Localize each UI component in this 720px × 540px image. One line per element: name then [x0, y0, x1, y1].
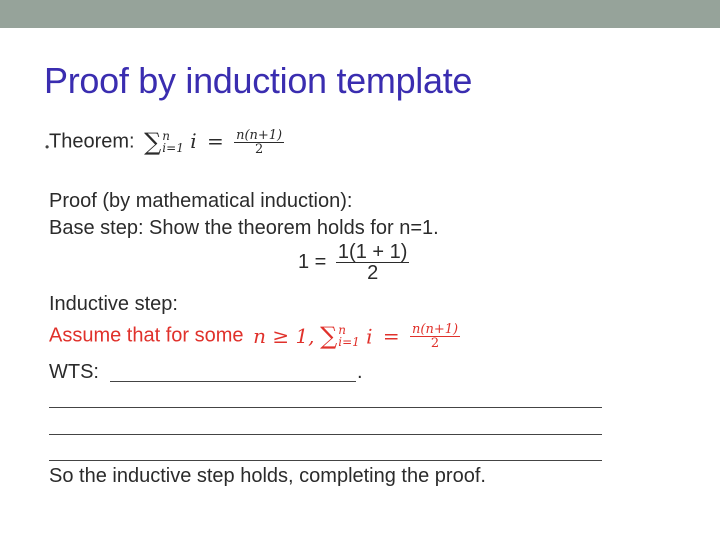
theorem-line [49, 128, 284, 156]
theorem-label: Theorem: [49, 130, 135, 153]
inductive-heading: Inductive step: [49, 293, 178, 315]
theorem-formula: ∑ n i=1 i = $\frac{n(n+1)}{2}$ [144, 127, 283, 157]
slide-title: Proof by induction template [44, 60, 473, 101]
wts-blank [110, 381, 356, 382]
proof-heading: Proof (by mathematical induction): [49, 190, 353, 212]
wts-label: WTS: [49, 361, 99, 383]
bullet-marker: • [45, 140, 50, 154]
top-banner [0, 0, 720, 28]
summation-symbol: ∑ [320, 322, 338, 350]
assume-formula: ∑ n i=1 i = $\frac{n(n+1)}{2}$ [320, 321, 459, 351]
wts-line [49, 361, 99, 384]
blank-line [49, 460, 602, 461]
blank-line [49, 434, 602, 435]
blank-line [49, 407, 602, 408]
summation-symbol: ∑ [144, 128, 162, 156]
conclusion-text: So the inductive step holds, completing the proof. [49, 465, 486, 487]
assume-line: Assume that for some n ≥ 1, ∑ n i=1 i = $\frac{n(n+1)}{2}$ [49, 321, 459, 351]
base-equation: 1 = $\frac{1(1 + 1)}{2}$ [298, 241, 408, 284]
assume-fraction: $\frac{n(n+1)}{2}$ [412, 321, 459, 351]
base-fraction: $\frac{1(1 + 1)}{2}$ [337, 241, 408, 284]
theorem-fraction: $\frac{n(n+1)}{2}$ [236, 127, 283, 157]
wts-period: . [357, 361, 363, 383]
base-step: Base step: Show the theorem holds for n=1. [49, 217, 439, 239]
